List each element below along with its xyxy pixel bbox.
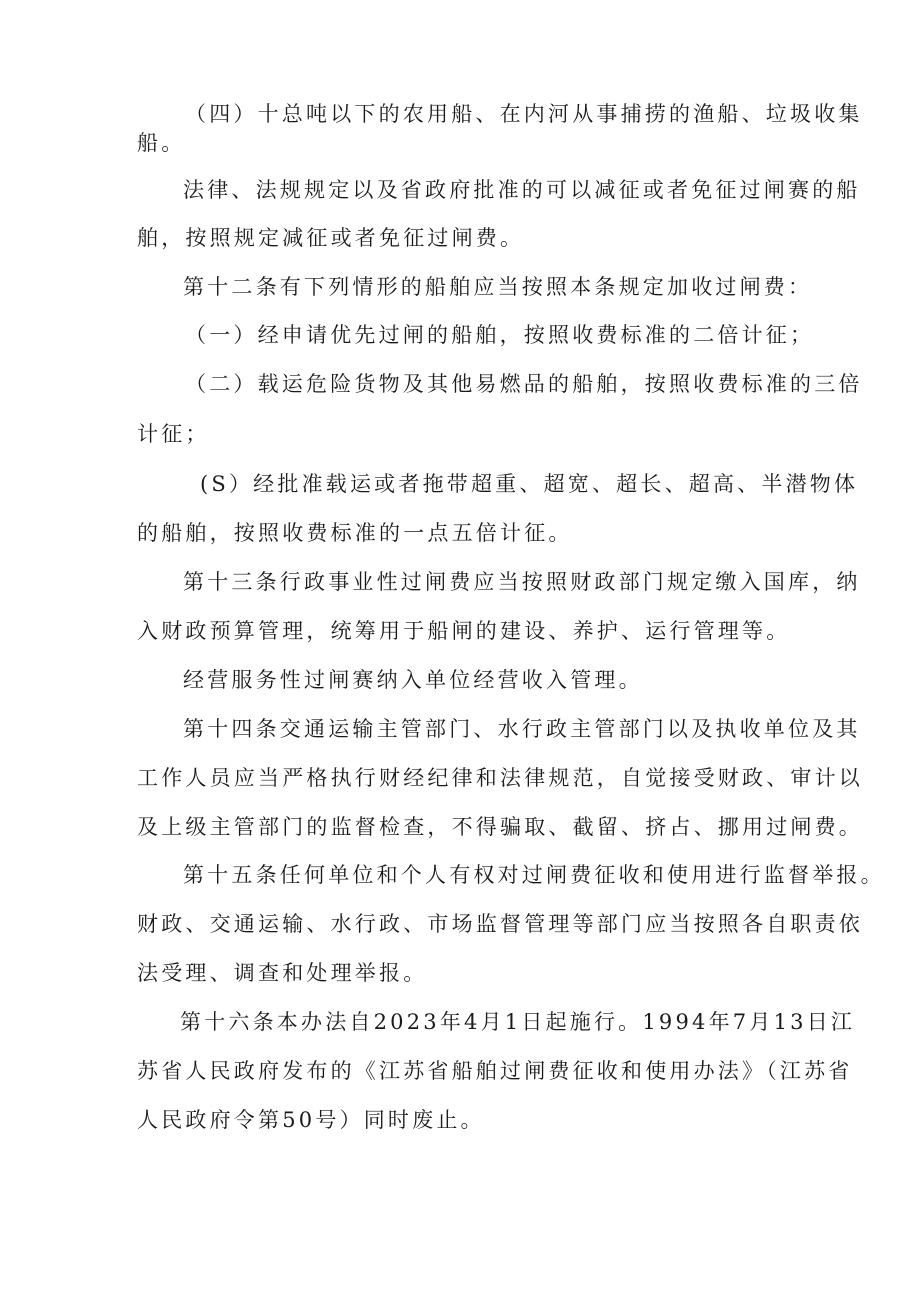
paragraph-line-2: 船。 (137, 131, 186, 155)
paragraph-line-16: 及上级主管部门的监督检查，不得骗取、截留、挤占、挪用过闸费。 (137, 815, 863, 839)
paragraph-line-8: 计征； (137, 422, 210, 446)
paragraph-line-6: （一）经申请优先过闸的船舶，按照收费标准的二倍计征； (185, 323, 815, 347)
paragraph-line-13: 经营服务性过闸赛纳入单位经营收入管理。 (183, 668, 643, 692)
paragraph-line-1: （四）十总吨以下的农用船、在内河从事捕捞的渔船、垃圾收集 (185, 102, 863, 126)
paragraph-line-7: （二）载运危险货物及其他易燃品的船舶，按照收费标准的三倍 (185, 372, 863, 396)
paragraph-line-19: 法受理、调查和处理举报。 (137, 961, 428, 985)
paragraph-line-18: 财政、交通运输、水行政、市场监督管理等部门应当按照各自职责依 (137, 912, 863, 936)
paragraph-line-9: (S）经批准载运或者拖带超重、超宽、超长、超高、半潜物体 (200, 472, 859, 496)
paragraph-line-12: 入财政预算管理，统筹用于船闸的建设、养护、运行管理等。 (137, 619, 791, 643)
paragraph-line-22: 人民政府令第50号）同时废止。 (137, 1108, 485, 1132)
paragraph-line-3: 法律、法规规定以及省政府批准的可以减征或者免征过闸赛的船 (183, 178, 861, 202)
paragraph-line-14: 第十四条交通运输主管部门、水行政主管部门以及执收单位及其 (183, 717, 861, 741)
paragraph-line-21: 苏省人民政府发布的《江苏省船舶过闸费征收和使用办法》（江苏省 (137, 1059, 853, 1083)
paragraph-line-15: 工作人员应当严格执行财经纪律和法律规范，自觉接受财政、审计以 (137, 766, 863, 790)
paragraph-line-5: 第十二条有下列情形的船舶应当按照本条规定加收过闸费： (183, 275, 813, 299)
paragraph-line-20: 第十六条本办法自2023年4月1日起施行。1994年7月13日江 (180, 1010, 856, 1034)
paragraph-line-10: 的船舶，按照收费标准的一点五倍计征。 (137, 521, 573, 545)
paragraph-line-17: 第十五条任何单位和个人有权对过闸费征收和使用进行监督举报。 (183, 863, 885, 887)
paragraph-line-4: 舶，按照规定减征或者免征过闸费。 (137, 226, 525, 250)
paragraph-line-11: 第十三条行政事业性过闸费应当按照财政部门规定缴入国库，纳 (183, 570, 861, 594)
